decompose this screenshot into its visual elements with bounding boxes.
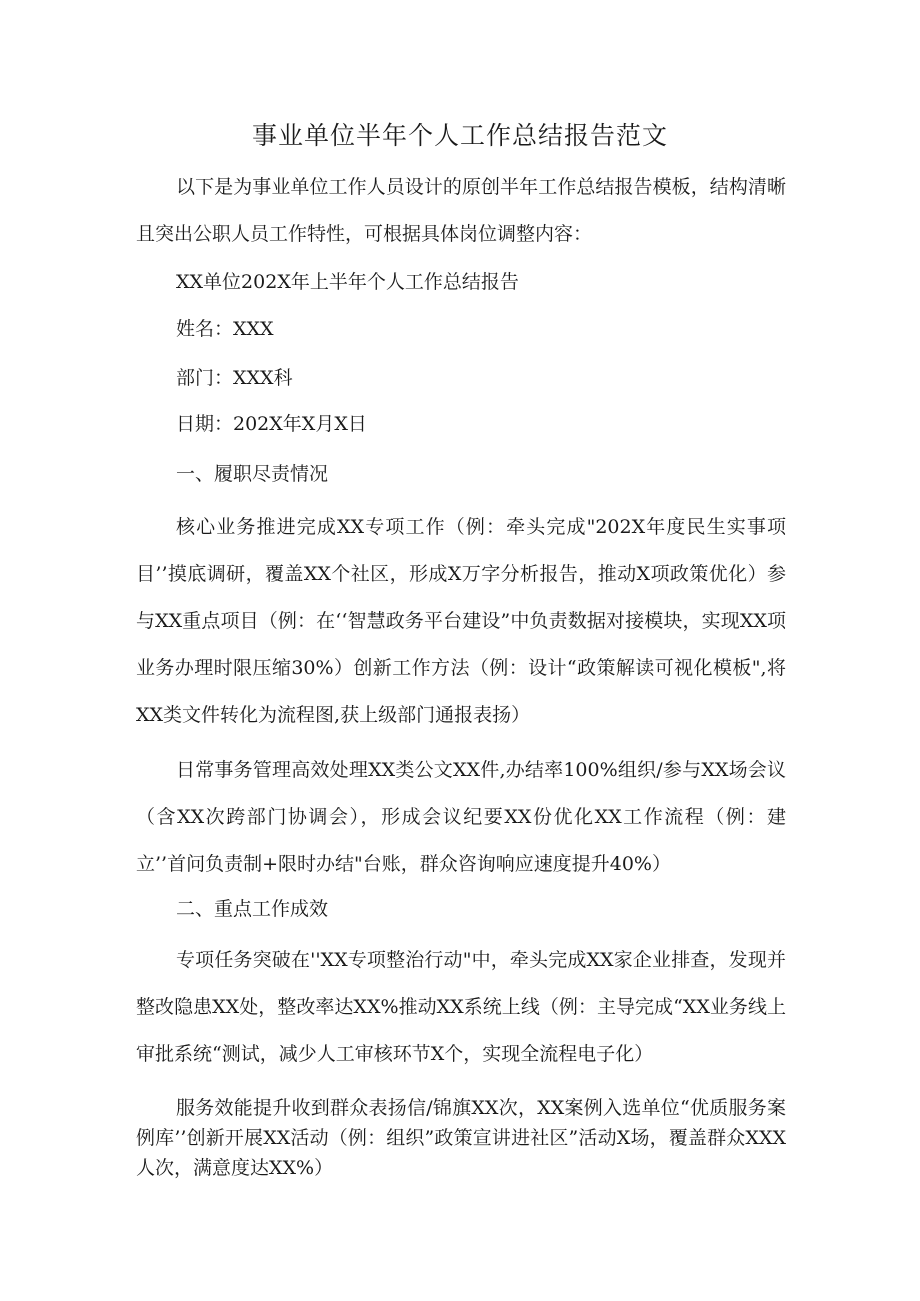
intro-paragraph: 以下是为事业单位工作人员设计的原创半年工作总结报告模板，结构清晰且突出公职人员工作特性，可根据具体岗位调整内容： bbox=[136, 176, 786, 245]
section2-paragraph1: 专项任务突破在''XX专项整治行动"中，牵头完成XX家企业排查，发现并整改隐患XX处，整改率达XX%推动XX系统上线（例：主导完成“XX业务线上审批系统“测试，减少人工审核环节X个，实现全流程电子化） bbox=[136, 949, 786, 1065]
section1-paragraph1: 核心业务推进完成XX专项工作（例：牵头完成"202X年度民生实事项目’’摸底调研，覆盖XX个社区，形成X万字分析报告，推动X项政策优化）参与XX重点项目（例：在‘‘智慧政务平台建设”中负责数据对接模块，实现XX项业务办理时限压缩30%）创新工作方法（例：设计“政策解读可视化模板",将XX类文件转化为流程图,获上级部门通报表扬） bbox=[136, 516, 786, 726]
section1-paragraph2: 日常事务管理高效处理XX类公文XX件,办结率100%组织/参与XX场会议（含XX次跨部门协调会），形成会议纪要XX份优化XX工作流程（例：建立’’首问负责制+限时办结"台账，群众咨询响应速度提升40%） bbox=[136, 759, 786, 875]
name-line: 姓名：XXX bbox=[176, 318, 274, 340]
report-title: XX单位202X年上半年个人工作总结报告 bbox=[176, 271, 519, 293]
section2-paragraph2: 服务效能提升收到群众表扬信/锦旗XX次，XX案例入选单位“优质服务案例库’’创新开展XX活动（例：组织”政策宣讲进社区”活动X场，覆盖群众XXX人次，满意度达XX%） bbox=[136, 1097, 786, 1179]
section1-heading: 一、履职尽责情况 bbox=[176, 463, 329, 485]
page-title: 事业单位半年个人工作总结报告范文 bbox=[251, 121, 668, 150]
section2-heading: 二、重点工作成效 bbox=[176, 898, 329, 920]
date-line: 日期：202X年X月X日 bbox=[176, 413, 367, 435]
department-line: 部门：XXX科 bbox=[176, 367, 293, 389]
